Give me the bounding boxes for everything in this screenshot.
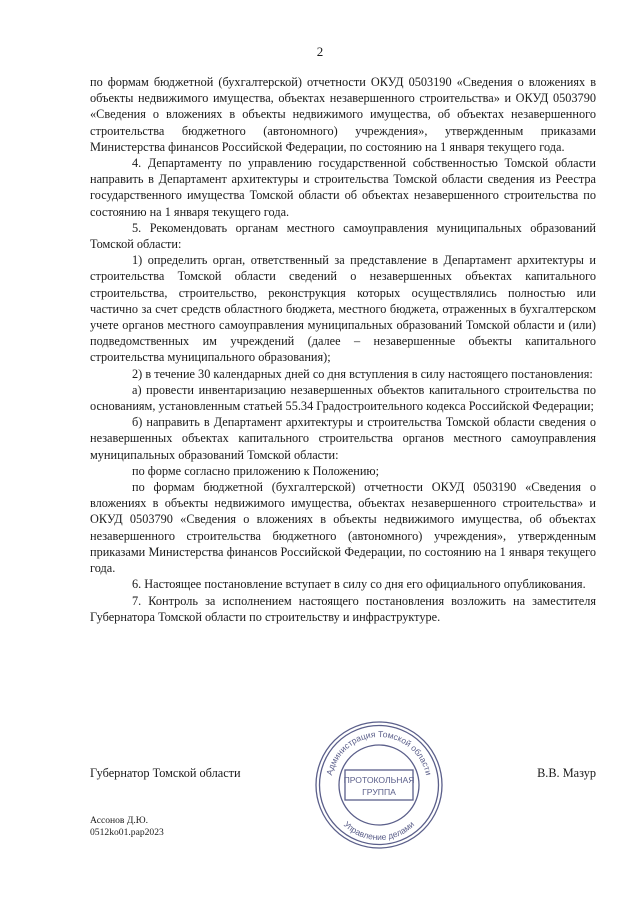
file-code: 0512ko01.pap2023 xyxy=(90,827,164,838)
svg-text:ПРОТОКОЛЬНАЯ: ПРОТОКОЛЬНАЯ xyxy=(343,775,415,785)
svg-text:Управление делами: Управление делами xyxy=(341,819,417,843)
svg-text:Администрация Томской области: Администрация Томской области xyxy=(324,728,434,777)
paragraph: б) направить в Департамент архитектуры и строительства Томской области сведения о незавершенных объектах капитального строительства органов местного самоуправления муниципальных образований Томской области: xyxy=(90,415,596,462)
document-body xyxy=(90,74,596,625)
signatory-position: Губернатор Томской области xyxy=(90,766,241,780)
paragraph: 2) в течение 30 календарных дней со дня вступления в силу настоящего постановления: xyxy=(132,366,593,381)
paragraph: 5. Рекомендовать органам местного самоуправления муниципальных образований Томской области: xyxy=(90,220,596,252)
paragraph: 7. Контроль за исполнением настоящего постановления возложить на заместителя Губернатора Томской области по строительству и инфраструктуре. xyxy=(90,593,596,624)
paragraph: 1) определить орган, ответственный за представление в Департамент архитектуры и строительства Томской области сведений о незавершенных объектах капитального строительства, строительство, реконструкция которых осуществлялись полностью или частично за счет средств областного бюджета, местного бюджета, отраженных в бухгалтерском учете органов местного самоуправления муниципальных образований Томской области и (или) подведомственных им учреждений (далее – незавершенные объекты капитального строительства муниципального образования); xyxy=(90,253,596,365)
paragraph: а) провести инвентаризацию незавершенных объектов капитального строительства по основаниям, установленным статьей 55.34 Градостроительного кодекса Российской Федерации; xyxy=(90,382,596,414)
author: Ассонов Д.Ю. xyxy=(90,815,149,826)
signatory-name: В.В. Мазур xyxy=(537,766,596,780)
svg-text:ГРУППА: ГРУППА xyxy=(362,787,396,797)
paragraph: по форме согласно приложению к Положению; xyxy=(132,463,380,478)
protocol-group-stamp xyxy=(312,718,446,852)
paragraph: 6. Настоящее постановление вступает в силу со дня его официального опубликования. xyxy=(132,577,586,592)
paragraph: по формам бюджетной (бухгалтерской) отчетности ОКУД 0503190 «Сведения о вложениях в объекты недвижимого имущества, объектах незавершенного строительства» и ОКУД 0503790 «Сведения о вложениях в объекты недвижимого имущества, об объектах незавершенного строительства бюджетного (автономного) учреждения», утвержденным приказами Министерства финансов Российской Федерации, по состоянию на 1 января текущего года. xyxy=(90,480,596,576)
page-number: 2 xyxy=(316,44,324,59)
paragraph: 4. Департаменту по управлению государственной собственностью Томской области направить в Департамент архитектуры и строительства Томской области сведения из Реестра государственного имущества Томской области об объектах незавершенного строительства по состоянию на 1 января текущего года. xyxy=(90,156,596,219)
footer xyxy=(90,815,164,839)
paragraph: по формам бюджетной (бухгалтерской) отчетности ОКУД 0503190 «Сведения о вложениях в объекты недвижимого имущества, объектах незавершенного строительства» и ОКУД 0503790 «Сведения о вложениях в объекты недвижимого имущества, об объектах незавершенного строительства бюджетного (автономного) учреждения», утвержденным приказами Министерства финансов Российской Федерации, по состоянию на 1 января текущего года. xyxy=(90,75,596,154)
